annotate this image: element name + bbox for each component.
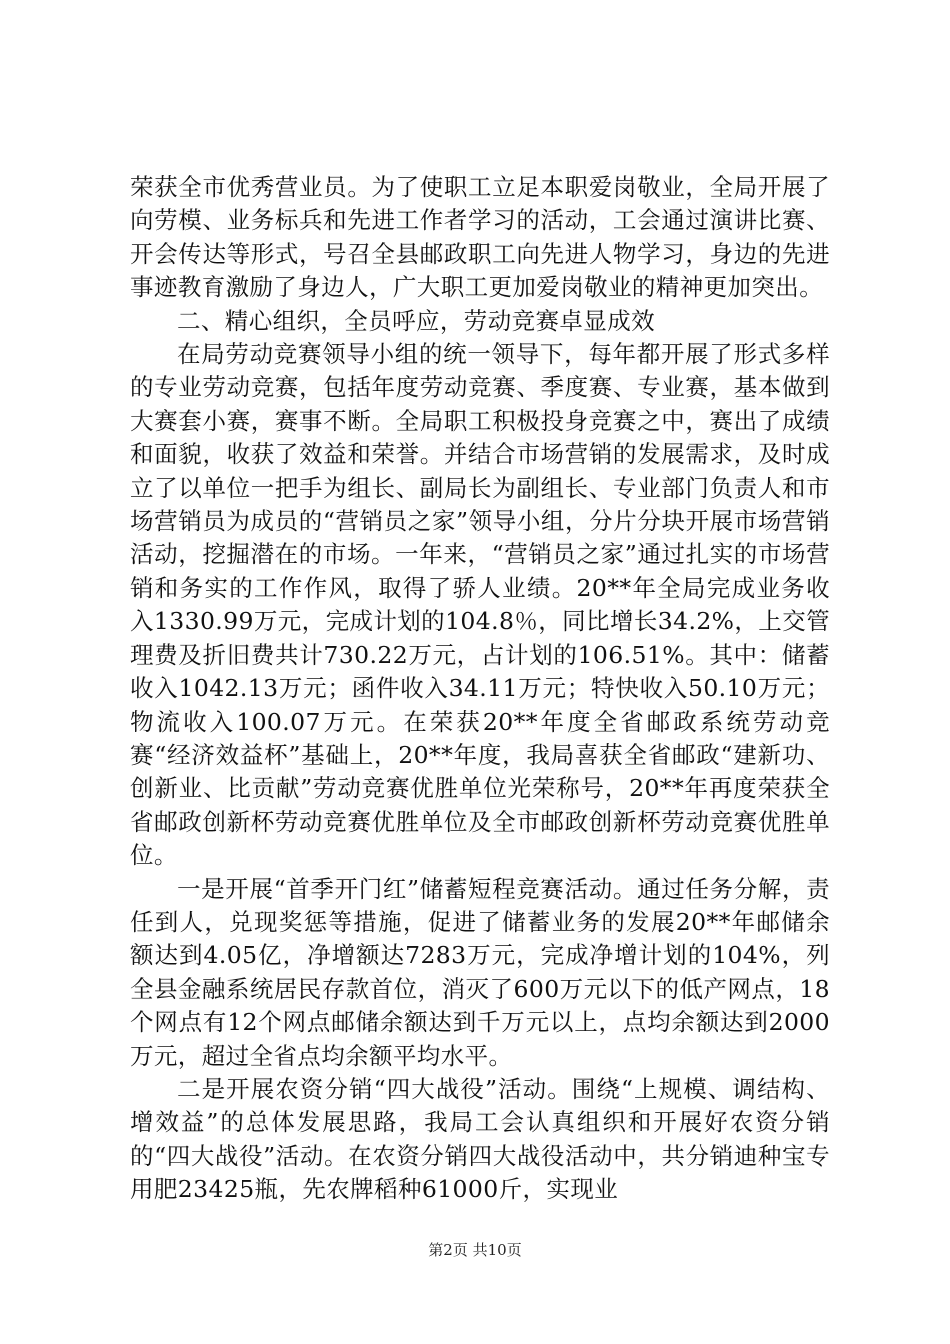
paragraph-agri-distribution: 二是开展农资分销“四大战役”活动。围绕“上规模、调结构、增效益”的总体发展思路，我局工会认真组织和开展好农资分销的“四大战役”活动。在农资分销四大战役活动中，共分销迪种宝专用肥23425瓶，先农牌稻种61000斤，实现业: [130, 1074, 830, 1204]
document-body: [130, 171, 830, 1207]
paragraph-continuation: 荣获全市优秀营业员。为了使职工立足本职爱岗敬业，全局开展了向劳模、业务标兵和先进工作者学习的活动，工会通过演讲比赛、开会传达等形式，号召全县邮政职工向先进人物学习，身边的先进事迹教育激励了身边人，广大职工更加爱岗敬业的精神更加突出。: [130, 173, 830, 302]
section-heading: 二、精心组织，全员呼应，劳动竞赛卓显成效: [177, 306, 655, 335]
paragraph-labor-competition: 在局劳动竞赛领导小组的统一领导下，每年都开展了形式多样的专业劳动竞赛，包括年度劳动竞赛、季度赛、专业赛，基本做到大赛套小赛，赛事不断。全局职工积极投身竞赛之中，赛出了成绩和面貌，收获了效益和荣誉。并结合市场营销的发展需求，及时成立了以单位一把手为组长、副局长为副组长、专业部门负责人和市场营销员为成员的“营销员之家”领导小组，分片分块开展市场营销活动，挖掘潜在的市场。一年来，“营销员之家”通过扎实的市场营销和务实的工作作风，取得了骄人业绩。20**年全局完成业务收入1330.99万元，完成计划的104.8％，同比增长34.2%，上交管理费及折旧费共计730.22万元，占计划的106.51%。其中：储蓄收入1042.13万元；函件收入34.11万元；特快收入50.10万元；物流收入100.07万元。在荣获20**年度全省邮政系统劳动竞赛“经济效益杯”基础上，20**年度，我局喜获全省邮政“建新功、创新业、比贡献”劳动竞赛优胜单位光荣称号，20**年再度荣获全省邮政创新杯劳动竞赛优胜单位及全市邮政创新杯劳动竞赛优胜单位。: [130, 340, 831, 870]
page-footer: 第2页 共10页: [428, 1241, 522, 1259]
paragraph-savings-competition: 一是开展“首季开门红”储蓄短程竞赛活动。通过任务分解，责任到人，兑现奖惩等措施，促进了储蓄业务的发展20**年邮储余额达到4.05亿，净增额达7283万元，完成净增计划的104%，列全县金融系统居民存款首位，消灭了600万元以下的低产网点，18个网点有12个网点邮储余额达到千万元以上，点均余额达到2000万元，超过全省点均余额平均水平。: [130, 874, 830, 1070]
